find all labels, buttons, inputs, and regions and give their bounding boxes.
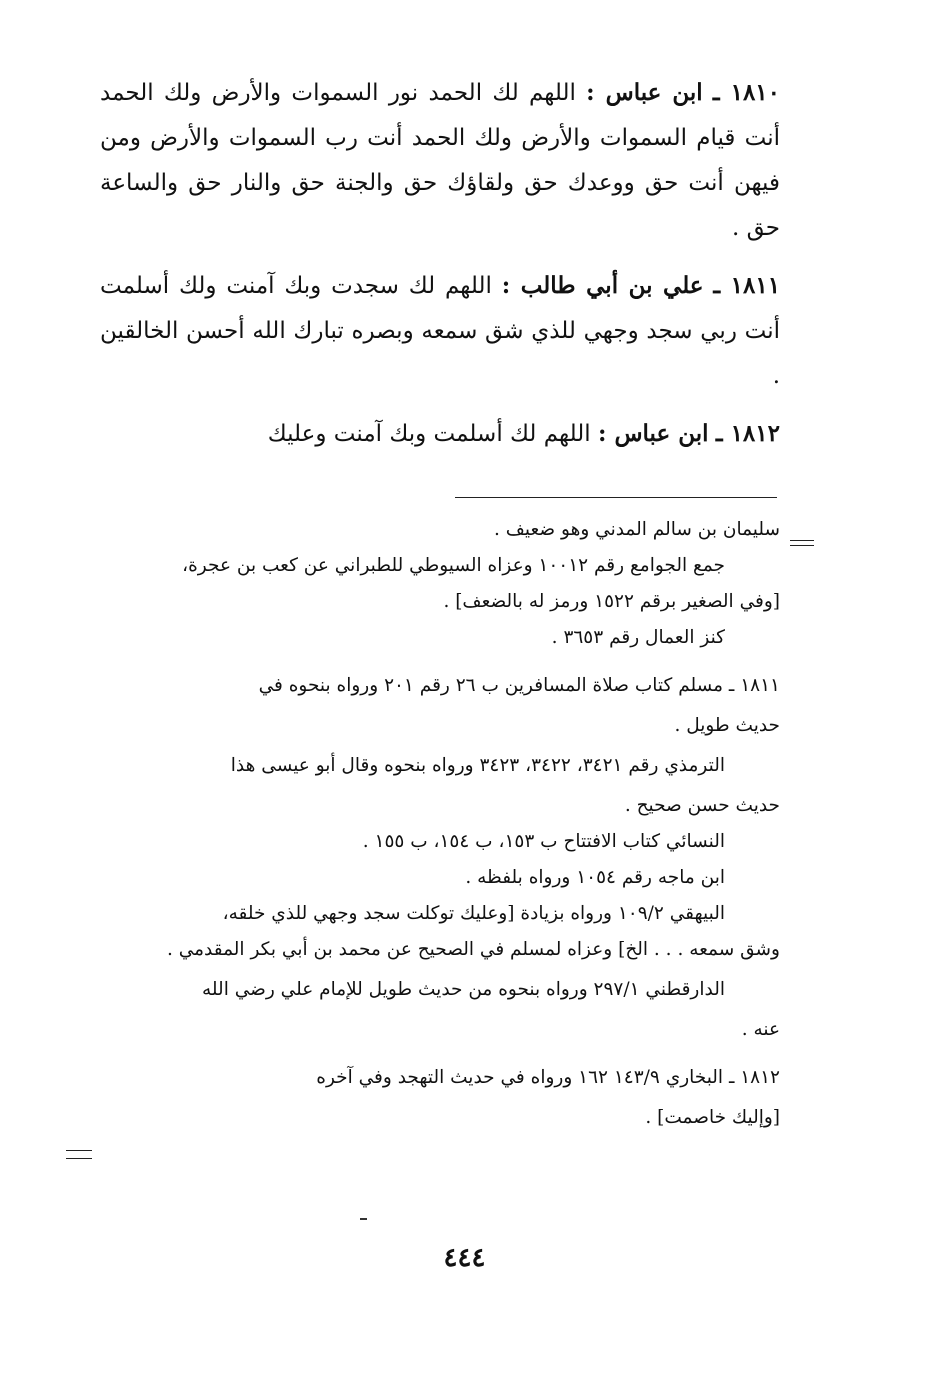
- hadith-line: اللهم لك سجدت وبك آمنت: [226, 273, 492, 299]
- footnote-line: حديث حسن صحيح .: [624, 795, 780, 816]
- footnote-line: الدارقطني ٢٩٧/١ ورواه بنحوه من حديث طويل للإمام علي رضي الله: [202, 979, 725, 1000]
- footnote-line: النسائي كتاب الافتتاح ب ١٥٣، ب ١٥٤، ب ١٥٥ .: [362, 831, 725, 852]
- footnote-line: ابن ماجه رقم ١٠٥٤ ورواه بلفظه .: [465, 867, 725, 888]
- continuation-mark: [66, 1158, 92, 1159]
- footnote-line: الترمذي رقم ٣٤٢١، ٣٤٢٢، ٣٤٢٣ ورواه بنحوه وقال أبو عيسى هذا: [230, 755, 725, 776]
- hadith-number: ١٨١١ ـ: [713, 272, 781, 299]
- hadith-narrator: علي بن أبي طالب :: [501, 272, 704, 299]
- hadith-narrator: ابن عباس :: [586, 79, 703, 106]
- continuation-mark: [66, 1150, 92, 1151]
- hadith-line: اللهم لك أسلمت وبك آمنت وعليك: [267, 421, 591, 447]
- hadith-number: ١٨١٠ ـ: [712, 79, 781, 106]
- continuation-mark: [790, 545, 814, 546]
- footnote-line: سليمان بن سالم المدني وهو ضعيف .: [494, 519, 780, 540]
- hadith-1811: [100, 263, 780, 399]
- footnote-line: وشق سمعه . . . الخ] وعزاه لمسلم في الصحيح عن محمد بن أبي بكر المقدمي .: [166, 939, 780, 960]
- speck: [360, 1218, 367, 1220]
- footnote-line: عنه .: [741, 1019, 780, 1040]
- footnote-line: ١٨١٢ ـ البخاري ١٤٣/٩ ١٦٢ ورواه في حديث التهجد وفي آخره: [316, 1067, 780, 1088]
- hadith-line: والأرض ومن فيهن أنت حق ووعدك حق ولقاؤك حق والجنة حق والنار: [100, 125, 780, 196]
- footnote-line: جمع الجوامع رقم ١٠٠١٢ وعزاه السيوطي للطبراني عن كعب بن عجرة،: [182, 555, 725, 576]
- hadith-line: أحسن الخالقين .: [100, 318, 780, 389]
- footnote-line: [وفي الصغير برقم ١٥٢٢ ورمز له بالضعف] .: [443, 591, 780, 612]
- footnote-line: كنز العمال رقم ٣٦٥٣ .: [551, 627, 725, 648]
- footnote-line: ١٨١١ ـ مسلم كتاب صلاة المسافرين ب ٢٦ رقم ٢٠١ ورواه بنحوه في: [258, 675, 780, 696]
- hadith-text: [100, 70, 780, 469]
- footnote-line: البيهقي ١٠٩/٢ ورواه بزيادة [وعليك توكلت سجد وجهي للذي خلقه،: [222, 903, 725, 924]
- hadith-number: ١٨١٢ ـ: [715, 420, 780, 447]
- footnotes: [100, 512, 780, 1136]
- hadith-line: ولك الحمد أنت قيام السموات والأرض ولك الحمد أنت رب السموات: [100, 80, 780, 151]
- hadith-line: ولك أسلمت أنت ربي سجد وجهي للذي شق سمعه وبصره تبارك الله: [100, 273, 780, 344]
- hadith-line: اللهم لك الحمد نور السموات والأرض: [211, 80, 576, 106]
- page-number: ٤٤٤: [443, 1243, 486, 1273]
- footnote-line: حديث طويل .: [674, 715, 780, 736]
- hadith-1810: [100, 70, 780, 251]
- hadith-line: حق والساعة حق .: [100, 170, 780, 241]
- hadith-narrator: ابن عباس :: [597, 420, 709, 447]
- footnote-separator: [455, 497, 777, 498]
- continuation-mark: [790, 540, 814, 541]
- hadith-1812: [100, 411, 780, 457]
- footnote-line: [وإليك خاصمت] .: [645, 1107, 780, 1128]
